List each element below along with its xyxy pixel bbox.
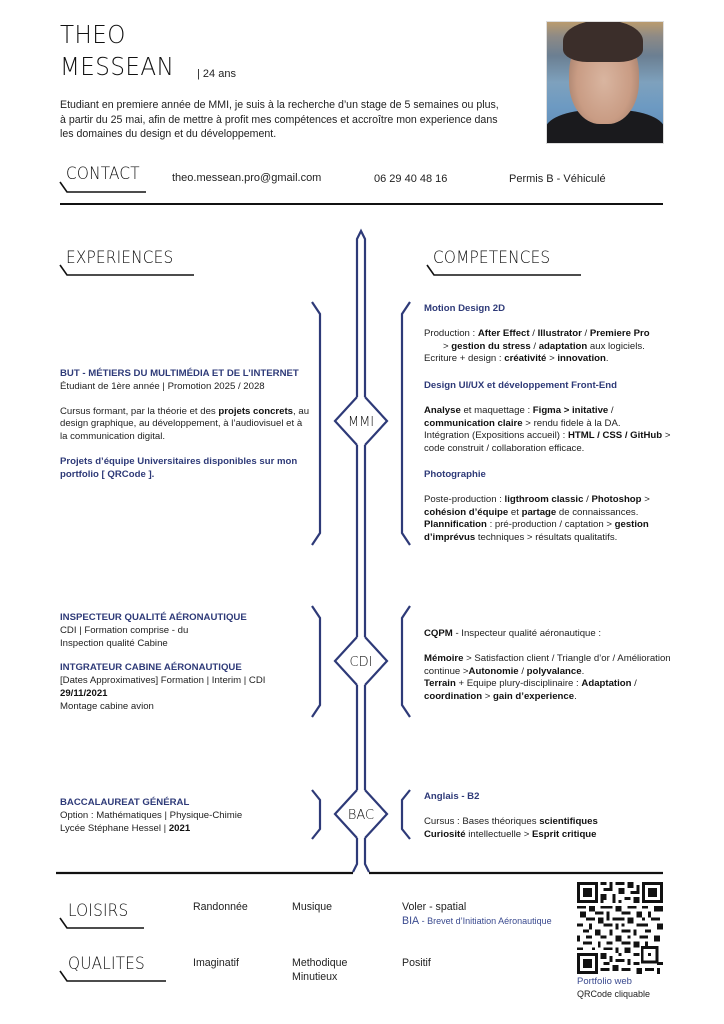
loisir-randonnee: Randonnée bbox=[193, 901, 248, 913]
experience-mmi-subtitle: Étudiant de 1ère année | Promotion 2025 / 2028 bbox=[60, 380, 265, 392]
last-name: MESSEAN bbox=[60, 52, 175, 81]
qr-code[interactable] bbox=[577, 882, 663, 974]
competence-photo-title: Photographie bbox=[424, 469, 486, 480]
intro-text: Etudiant en premiere année de MMI, je suis à la recherche d’un stage de 5 semaines ou plus, à partir du 25 mai, afin de mettre à profit mes compétences et accroître mon experience dans les domaines du design et du développement. bbox=[60, 99, 499, 140]
timeline-label-cdi: CDI bbox=[349, 655, 373, 670]
bac-option: Option : Mathématiques | Physique-Chimie bbox=[60, 809, 243, 821]
competences-title: COMPETENCES bbox=[433, 248, 551, 268]
job-2-line-2: Montage cabine avion bbox=[60, 700, 154, 712]
qr-label[interactable]: Portfolio web bbox=[577, 976, 632, 987]
contact-title: CONTACT bbox=[66, 164, 140, 184]
job-1-line-1: CDI | Formation comprise - du bbox=[60, 624, 189, 636]
timeline-label-bac: BAC bbox=[347, 808, 375, 823]
competence-photo-plan: Plannification : pré-production / captation > gestion d’imprévus techniques > résultats qualitatifs. bbox=[424, 519, 649, 544]
competence-uiux-analyse: Analyse et maquettage : Figma > initative / communication claire > rendu fidele à la DA. bbox=[424, 404, 621, 429]
experience-cdi bbox=[60, 612, 310, 714]
experience-mmi-desc: Cursus formant, par la théorie et des projets concrets, au design graphique, au développement, à l’audiovisuel et à la communication digital. bbox=[60, 405, 310, 443]
age: | 24 ans bbox=[197, 68, 236, 80]
competence-photo bbox=[424, 469, 686, 545]
contact-license: Permis B - Véhiculé bbox=[509, 173, 606, 185]
bac-title: BACCALAUREAT GÉNÉRAL bbox=[60, 797, 190, 808]
job-2-date: 29/11/2021 bbox=[60, 687, 108, 699]
competence-motion-line-2: > gestion du stress / adaptation aux logiciels. bbox=[443, 340, 645, 352]
experience-bac bbox=[60, 797, 310, 835]
competence-motion bbox=[424, 303, 684, 366]
loisirs-title-underline bbox=[58, 916, 148, 932]
loisir-voler: Voler - spatial bbox=[402, 901, 467, 913]
job-1-line-2: Inspection qualité Cabine bbox=[60, 637, 168, 649]
qr-sublabel: QRCode cliquable bbox=[577, 989, 651, 999]
competence-anglais-curiosite: Curiosité intellectuelle > Esprit critique bbox=[424, 828, 597, 840]
competence-motion-line-3: Ecriture + design : créativité > innovation. bbox=[424, 353, 609, 365]
qualites-title: QUALITES bbox=[68, 954, 145, 974]
first-name: THEO bbox=[60, 20, 126, 49]
competence-uiux-title: Design UI/UX et développement Front-End bbox=[424, 380, 617, 391]
qualite-imaginatif: Imaginatif bbox=[193, 957, 239, 969]
timeline-spine-mmi-cdi bbox=[357, 445, 365, 637]
timeline-label-mmi: MMI bbox=[347, 415, 375, 430]
job-2-line-1: [Dates Approximatives] Formation | Interim | CDI bbox=[60, 675, 266, 687]
experience-mmi-portfolio-note: Projets d’équipe Universitaires disponibles sur mon portfolio [ QRCode ]. bbox=[60, 455, 298, 480]
competence-cqpm-title: CQPM - Inspecteur qualité aéronautique : bbox=[424, 628, 602, 639]
experiences-title: EXPERIENCES bbox=[66, 248, 174, 268]
competence-anglais-cursus: Cursus : Bases théoriques scientifiques bbox=[424, 815, 598, 827]
competence-photo-post: Poste-production : ligthroom classic / Photoshop > cohésion d’équipe et partage de connaissances. bbox=[424, 493, 650, 518]
qualite-positif: Positif bbox=[402, 957, 431, 969]
competence-cqpm bbox=[424, 628, 686, 704]
job-2-title: INTGRATEUR CABINE AÉRONAUTIQUE bbox=[60, 662, 242, 674]
bracket-left-bac bbox=[312, 790, 320, 839]
experience-mmi-title: BUT - MÉTIERS DU MULTIMÉDIA ET DE L’INTERNET bbox=[60, 368, 299, 379]
job-1-title: INSPECTEUR QUALITÉ AÉRONAUTIQUE bbox=[60, 612, 247, 623]
qualites-title-underline bbox=[58, 969, 170, 985]
qualite-methodique: Methodique bbox=[292, 957, 348, 969]
loisirs-title: LOISIRS bbox=[68, 901, 129, 921]
timeline-top-spine bbox=[357, 231, 365, 397]
bracket-right-cdi bbox=[402, 606, 410, 717]
bac-school: Lycée Stéphane Hessel | 2021 bbox=[60, 822, 191, 834]
bracket-right-bac bbox=[402, 790, 410, 839]
contact-email[interactable]: theo.messean.pro@gmail.com bbox=[172, 172, 322, 184]
competence-cqpm-memoire: Mémoire > Satisfaction client / Triangle d’or / Amélioration continue >Autonomie / polyvalance. bbox=[424, 652, 671, 677]
bracket-left-cdi bbox=[312, 606, 320, 717]
experience-mmi bbox=[60, 368, 310, 482]
competence-cqpm-terrain: Terrain + Equipe plury-disciplinaire : Adaptation / coordination > gain d’experience. bbox=[424, 678, 637, 703]
bracket-left-mmi bbox=[312, 302, 320, 545]
competence-uiux bbox=[424, 380, 682, 456]
loisir-musique: Musique bbox=[292, 901, 333, 913]
competence-motion-line-1: Production : After Effect / Illustrator / Premiere Pro bbox=[424, 327, 650, 339]
competence-anglais-title: Anglais - B2 bbox=[424, 791, 480, 802]
contact-phone[interactable]: 06 29 40 48 16 bbox=[374, 173, 448, 185]
qualite-minutieux: Minutieux bbox=[292, 971, 338, 983]
competence-motion-title: Motion Design 2D bbox=[424, 303, 506, 314]
bracket-right-mmi bbox=[402, 302, 410, 545]
competence-uiux-integration: Intégration (Expositions accueil) : HTML / CSS / GitHub > code construit / collaboration efficace. bbox=[424, 430, 671, 455]
timeline-spine-cdi-bac bbox=[357, 685, 365, 790]
loisir-bia: BIA - Brevet d’Initiation Aéronautique bbox=[402, 915, 552, 927]
timeline-bottom-spine bbox=[353, 838, 369, 872]
competence-anglais bbox=[424, 791, 686, 841]
